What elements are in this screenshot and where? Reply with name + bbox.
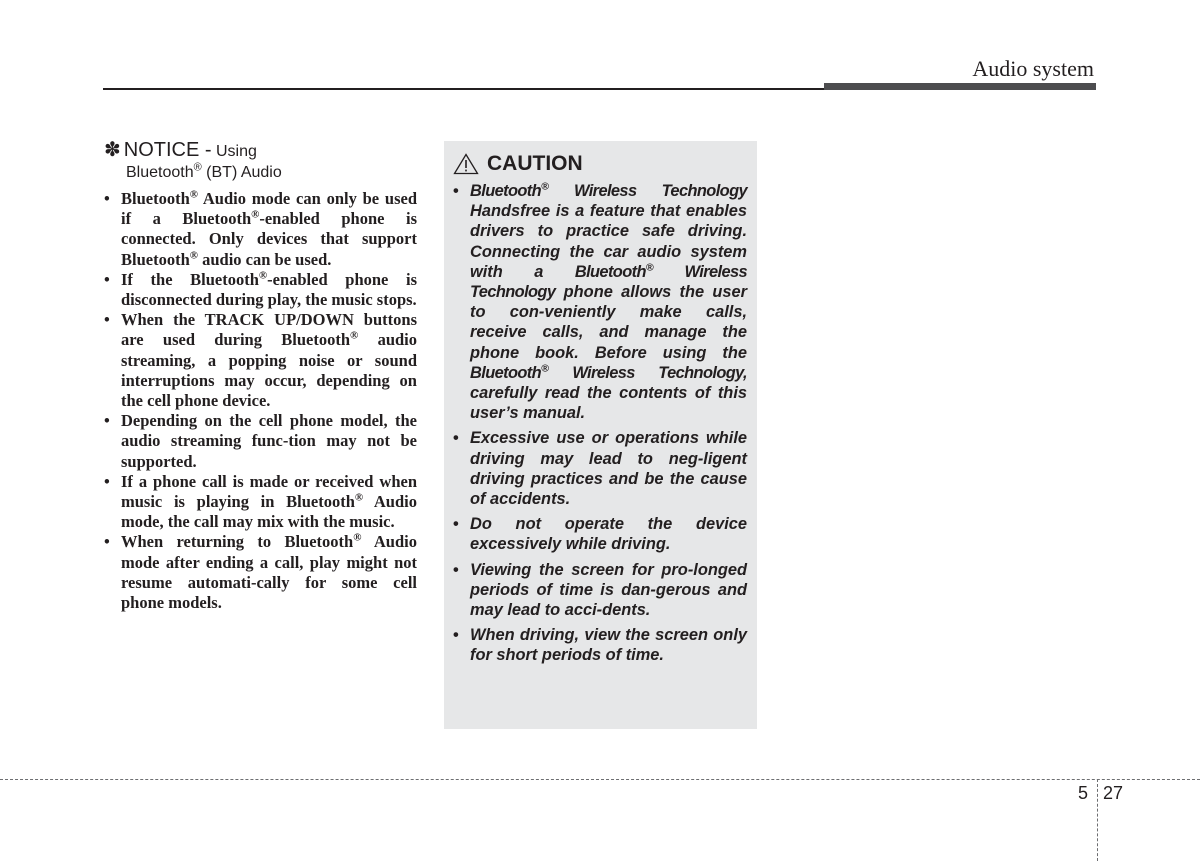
header-rule-accent bbox=[824, 83, 1096, 90]
notice-subtitle: Bluetooth® (BT) Audio bbox=[126, 161, 282, 181]
notice-list bbox=[104, 189, 417, 613]
list-item: • When the TRACK UP/DOWN buttons are used during Bluetooth® audio streaming, a popping noise or sound interruptions may occur, depending on the cell phone device. bbox=[104, 310, 417, 411]
notice-heading bbox=[104, 140, 417, 183]
list-item: • When returning to Bluetooth® Audio mode after ending a call, play might not resume automati-cally for some cell phone models. bbox=[104, 532, 417, 613]
footer-divider bbox=[0, 779, 1200, 780]
caution-header bbox=[453, 151, 747, 177]
notice-section bbox=[104, 140, 417, 613]
list-item: • When driving, view the screen only for short periods of time. bbox=[453, 625, 747, 665]
list-item: • Excessive use or operations while driving may lead to neg-ligent driving practices and be the cause of accidents. bbox=[453, 428, 747, 509]
notice-title: NOTICE - bbox=[123, 139, 212, 161]
caution-box bbox=[444, 141, 757, 729]
list-item: • Do not operate the device excessively while driving. bbox=[453, 514, 747, 554]
list-item: • Bluetooth® Wireless Technology Handsfree is a feature that enables drivers to practice safe driving. Connecting the car audio system with a Bluetooth® Wireless Technology phone allows the user to con-veniently make calls, receive calls, and manage the phone book. Before using the Bluetooth® Wireless Technology, carefully read the contents of this user’s manual. bbox=[453, 181, 747, 423]
list-item: • If the Bluetooth®-enabled phone is disconnected during play, the music stops. bbox=[104, 270, 417, 310]
caution-list bbox=[453, 181, 747, 666]
caution-title: CAUTION bbox=[487, 152, 583, 175]
list-item: • Bluetooth® Audio mode can only be used if a Bluetooth®-enabled phone is connected. Only devices that support Bluetooth® audio can be used. bbox=[104, 189, 417, 270]
section-title: Audio system bbox=[972, 56, 1094, 81]
page-number: 27 bbox=[1103, 783, 1124, 803]
list-item: • If a phone call is made or received when music is playing in Bluetooth® Audio mode, the call may mix with the music. bbox=[104, 472, 417, 533]
list-item: • Viewing the screen for pro-longed periods of time is dan-gerous and may lead to acci-dents. bbox=[453, 560, 747, 621]
notice-star-icon: ✽ bbox=[104, 139, 121, 161]
notice-subtitle-word: Using bbox=[216, 143, 257, 160]
chapter-number: 5 bbox=[1078, 783, 1089, 803]
footer-divider-vertical bbox=[1097, 779, 1098, 861]
list-item: • Depending on the cell phone model, the audio streaming func-tion may not be supported. bbox=[104, 411, 417, 472]
header-rule bbox=[103, 88, 828, 90]
warning-triangle-icon bbox=[453, 153, 479, 175]
